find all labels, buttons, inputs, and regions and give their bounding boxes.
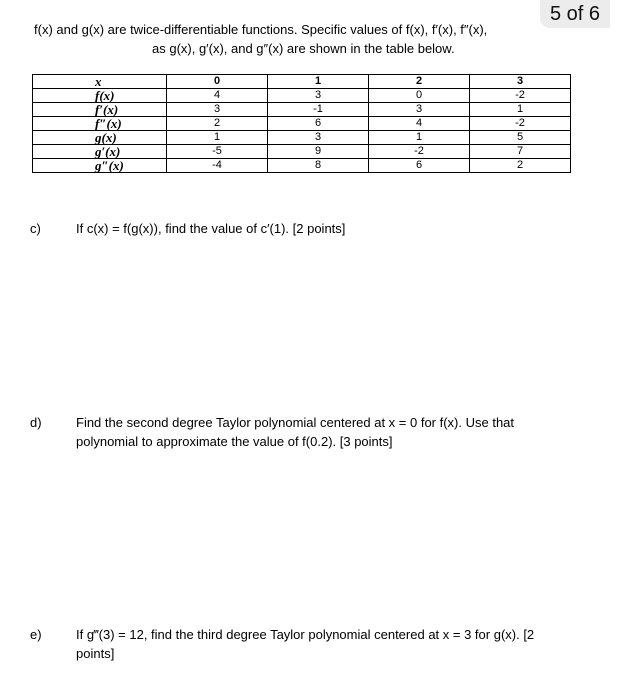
question-number: e)	[30, 627, 42, 642]
problem-intro	[34, 20, 564, 58]
table-header-cell: 3	[470, 75, 571, 89]
values-table	[32, 74, 571, 173]
row-label: f′(x)	[33, 103, 167, 117]
row-label: g′(x)	[33, 145, 167, 159]
table-cell: 0	[369, 89, 470, 103]
table-cell: -5	[167, 145, 268, 159]
table-cell: 1	[470, 103, 571, 117]
table-row	[33, 159, 571, 173]
table-row	[33, 131, 571, 145]
table-cell: 1	[167, 131, 268, 145]
table-cell: 6	[369, 159, 470, 173]
table-cell: 5	[470, 131, 571, 145]
table-cell: 1	[369, 131, 470, 145]
intro-line-2: as g(x), g′(x), and g″(x) are shown in the table below.	[152, 41, 455, 56]
table-cell: 3	[167, 103, 268, 117]
table-header-row	[33, 75, 571, 89]
table-cell: -2	[470, 117, 571, 131]
table-row	[33, 103, 571, 117]
table-cell: -2	[470, 89, 571, 103]
question-text: If g‴(3) = 12, find the third degree Taylor polynomial centered at x = 3 for g(x). [2 points]	[76, 627, 535, 661]
intro-line-1: f(x) and g(x) are twice-differentiable functions. Specific values of f(x), f′(x), f″(x),	[34, 22, 488, 37]
table-cell: 3	[369, 103, 470, 117]
page-indicator: 5 of 6	[540, 0, 610, 28]
table-cell: 2	[470, 159, 571, 173]
question-text: Find the second degree Taylor polynomial centered at x = 0 for f(x). Use that polynomial to approximate the value of f(0.2). [3 points]	[76, 415, 515, 449]
table-cell: 7	[470, 145, 571, 159]
table-header-cell: 2	[369, 75, 470, 89]
table-cell: -1	[268, 103, 369, 117]
row-label: g″(x)	[33, 159, 167, 173]
row-label: g(x)	[33, 131, 167, 145]
table-cell: 3	[268, 89, 369, 103]
table-cell: 4	[167, 89, 268, 103]
table-header-cell: x	[33, 75, 167, 89]
table-row	[33, 89, 571, 103]
table-cell: 6	[268, 117, 369, 131]
table-row	[33, 117, 571, 131]
table-header-cell: 1	[268, 75, 369, 89]
table-cell: -2	[369, 145, 470, 159]
table-cell: 4	[369, 117, 470, 131]
table-cell: 8	[268, 159, 369, 173]
table-cell: 3	[268, 131, 369, 145]
question-number: d)	[30, 415, 42, 430]
table-header-cell: 0	[167, 75, 268, 89]
row-label: f(x)	[33, 89, 167, 103]
row-label: f″(x)	[33, 117, 167, 131]
question-number: c)	[30, 221, 41, 236]
question-text: If c(x) = f(g(x)), find the value of c′(1). [2 points]	[76, 221, 346, 236]
table-row	[33, 145, 571, 159]
table-cell: 2	[167, 117, 268, 131]
table-cell: 9	[268, 145, 369, 159]
table-cell: -4	[167, 159, 268, 173]
